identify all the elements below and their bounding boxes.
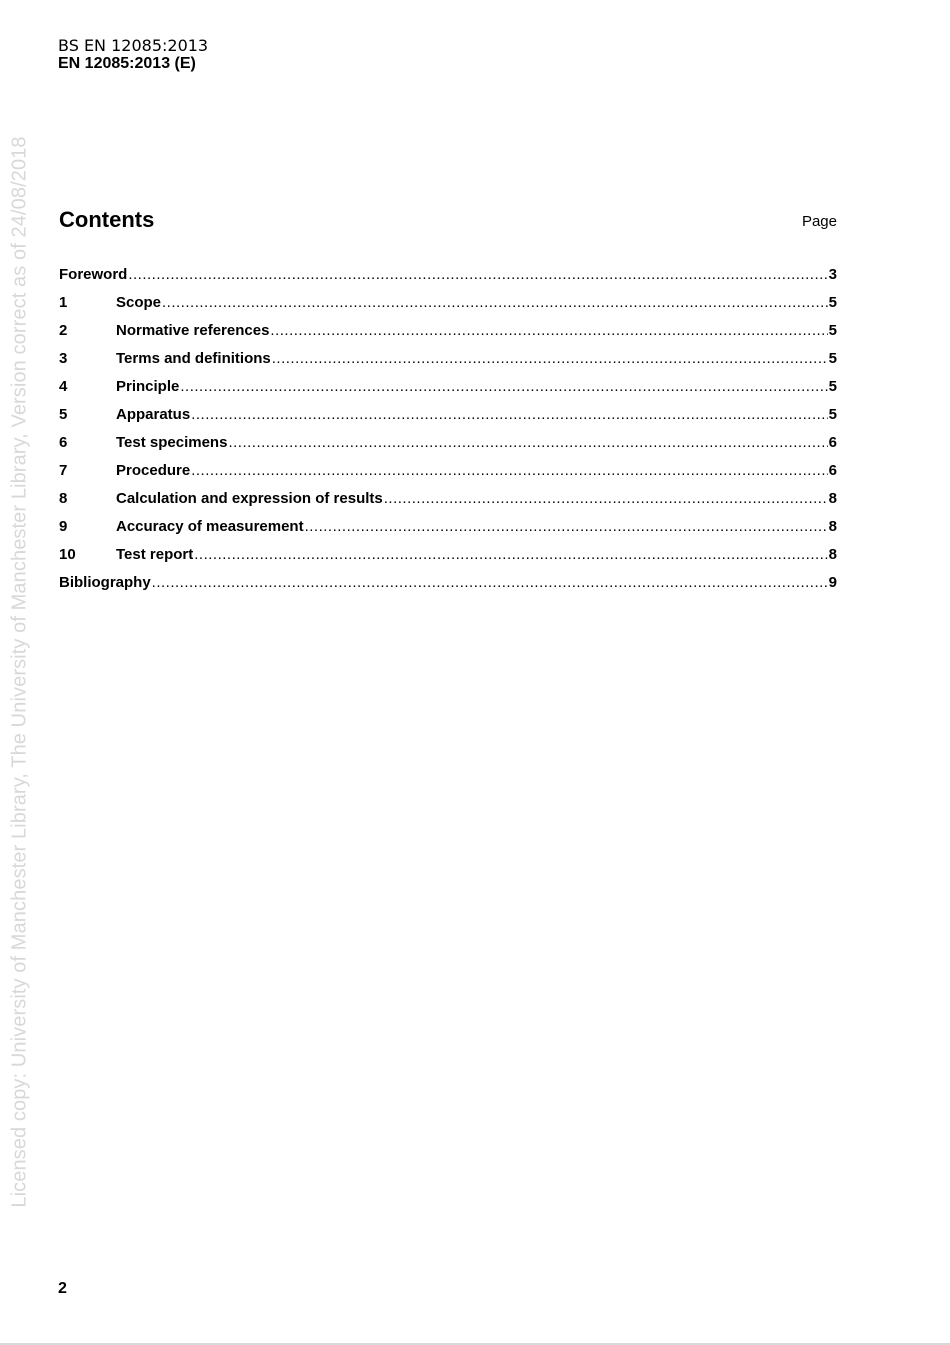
toc-entry-page: 8 xyxy=(828,518,837,535)
toc-entry-page: 3 xyxy=(828,266,837,283)
standard-code: BS EN 12085:2013 xyxy=(58,36,209,55)
toc-leader-dots xyxy=(128,266,827,283)
toc-entry-page: 8 xyxy=(828,546,837,563)
table-of-contents xyxy=(59,266,837,602)
toc-leader-dots xyxy=(305,518,828,535)
toc-entry-scope[interactable] xyxy=(59,294,837,322)
toc-entry-number: 5 xyxy=(59,406,68,423)
toc-entry-number: 1 xyxy=(59,294,68,311)
toc-entry-page: 6 xyxy=(828,434,837,451)
toc-entry-page: 8 xyxy=(828,490,837,507)
toc-entry-principle[interactable] xyxy=(59,378,837,406)
toc-entry-page: 5 xyxy=(828,406,837,423)
toc-entry-calculation-and-expression-of-results[interactable] xyxy=(59,490,837,518)
toc-entry-number: 10 xyxy=(59,546,76,563)
toc-leader-dots xyxy=(194,546,827,563)
contents-title: Contents xyxy=(59,207,155,232)
toc-entry-test-report[interactable] xyxy=(59,546,837,574)
toc-entry-title: Normative references xyxy=(116,322,270,339)
toc-entry-number: 3 xyxy=(59,350,68,367)
toc-entry-procedure[interactable] xyxy=(59,462,837,490)
toc-entry-title: Terms and definitions xyxy=(116,350,271,367)
toc-leader-dots xyxy=(191,462,827,479)
toc-entry-accuracy-of-measurement[interactable] xyxy=(59,518,837,546)
toc-entry-foreword[interactable] xyxy=(59,266,837,294)
toc-entry-title: Foreword xyxy=(59,266,128,283)
toc-entry-number: 8 xyxy=(59,490,68,507)
toc-entry-title: Calculation and expression of results xyxy=(116,490,383,507)
toc-leader-dots xyxy=(180,378,827,395)
toc-leader-dots xyxy=(152,574,828,591)
toc-entry-page: 5 xyxy=(828,378,837,395)
toc-entry-test-specimens[interactable] xyxy=(59,434,837,462)
toc-entry-title: Procedure xyxy=(116,462,191,479)
watermark-text: Licensed copy: University of Manchester Library, The University of Manchester Library, Version correct as of 24/08/2018 xyxy=(8,136,31,1208)
toc-entry-title: Bibliography xyxy=(59,574,151,591)
toc-entry-title: Apparatus xyxy=(116,406,191,423)
toc-entry-terms-and-definitions[interactable] xyxy=(59,350,837,378)
toc-entry-number: 7 xyxy=(59,462,68,479)
toc-leader-dots xyxy=(272,350,828,367)
page-column-label: Page xyxy=(801,213,837,230)
toc-entry-number: 9 xyxy=(59,518,68,535)
toc-entry-normative-references[interactable] xyxy=(59,322,837,350)
toc-entry-title: Scope xyxy=(116,294,162,311)
toc-leader-dots xyxy=(191,406,827,423)
toc-entry-title: Accuracy of measurement xyxy=(116,518,304,535)
toc-entry-apparatus[interactable] xyxy=(59,406,837,434)
toc-leader-dots xyxy=(228,434,827,451)
toc-entry-page: 6 xyxy=(828,462,837,479)
toc-entry-title: Test specimens xyxy=(116,434,228,451)
toc-leader-dots xyxy=(384,490,828,507)
toc-entry-title: Principle xyxy=(116,378,180,395)
toc-entry-number: 6 xyxy=(59,434,68,451)
toc-entry-page: 9 xyxy=(828,574,837,591)
toc-entry-number: 2 xyxy=(59,322,68,339)
toc-leader-dots xyxy=(270,322,827,339)
toc-leader-dots xyxy=(162,294,828,311)
toc-entry-number: 4 xyxy=(59,378,68,395)
en-code: EN 12085:2013 (E) xyxy=(58,55,196,72)
toc-entry-page: 5 xyxy=(828,294,837,311)
page-number: 2 xyxy=(58,1280,67,1297)
toc-entry-bibliography[interactable] xyxy=(59,574,837,602)
toc-entry-title: Test report xyxy=(116,546,194,563)
toc-entry-page: 5 xyxy=(828,322,837,339)
toc-entry-page: 5 xyxy=(828,350,837,367)
